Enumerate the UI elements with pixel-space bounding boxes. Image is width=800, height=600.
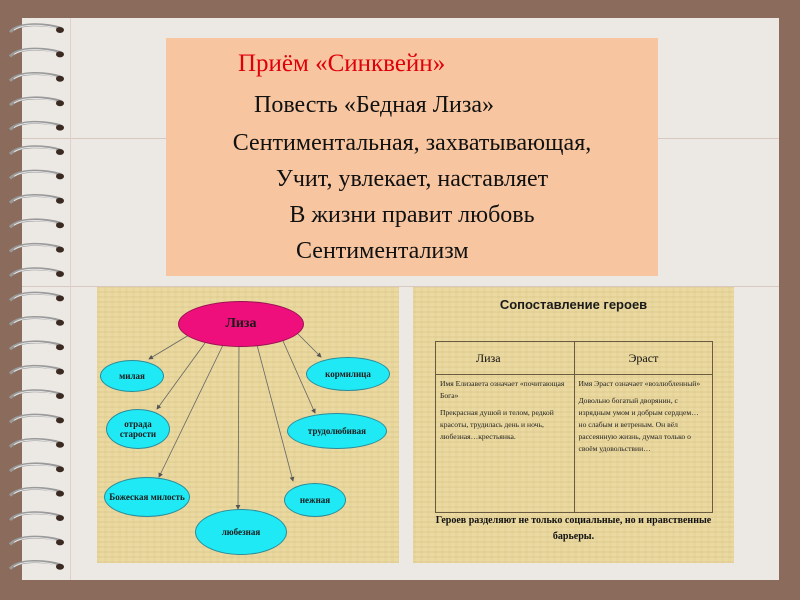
binding-hole (56, 393, 64, 399)
binding-hole (56, 515, 64, 521)
binding-hole (56, 491, 64, 497)
binding-hole (56, 27, 64, 33)
comparison-table (435, 341, 713, 513)
binding-hole (56, 173, 64, 179)
binding-hole (56, 76, 64, 82)
diagram-node-otrada: отрада старости (106, 409, 170, 449)
binding-hole (56, 149, 64, 155)
binding-hole (56, 369, 64, 375)
center-node-liza: Лиза (178, 301, 304, 347)
cinquain-line-3: Учит, увлекает, наставляет (275, 166, 549, 192)
binding-hole (56, 51, 64, 57)
cinquain-line-4: В жизни правит любовь (289, 202, 535, 228)
cinquain-line-2: Сентиментальная, захватывающая, (232, 130, 592, 156)
erast-description (574, 375, 713, 513)
character-diagram (97, 287, 399, 563)
binding-hole (56, 466, 64, 472)
cinquain-box (166, 38, 658, 276)
liza-name-meaning: Имя Елизавета означает «почитающая Бога» (440, 379, 565, 400)
spiral-binding-icon (6, 18, 66, 588)
cinquain-line-1: Повесть «Бедная Лиза» (254, 92, 494, 118)
liza-description (436, 375, 575, 513)
binding-hole (56, 271, 64, 277)
table-header-row (436, 342, 713, 375)
binding-hole (56, 198, 64, 204)
comparison-footer: Героев разделяют не только социальные, но и нравственные барьеры. (435, 515, 712, 542)
binding-hole (56, 417, 64, 423)
header-liza: Лиза (436, 342, 575, 375)
diagram-node-bozheskaya: Божеская милость (104, 477, 190, 517)
binding-hole (56, 100, 64, 106)
notebook-margin-line (70, 18, 71, 580)
binding-hole (56, 125, 64, 131)
cinquain-heading: Приём «Синквейн» (238, 50, 446, 77)
cinquain-line-5: Сентиментализм (296, 238, 469, 264)
table-row (436, 375, 713, 513)
header-erast: Эраст (574, 342, 713, 375)
diagram-node-nezhnaya: нежная (284, 483, 346, 517)
erast-name-meaning: Имя Эраст означает «возлюбленный» (578, 379, 701, 388)
diagram-node-trudolyubivaya: трудолюбивая (287, 413, 387, 449)
liza-traits: Прекрасная душой и телом, редкой красоты, трудилась день и ночь, любезная…крестьянка. (440, 408, 554, 441)
binding-hole (56, 539, 64, 545)
binding-hole (56, 320, 64, 326)
binding-hole (56, 295, 64, 301)
binding-hole (56, 564, 64, 570)
comparison-panel (413, 287, 734, 563)
binding-hole (56, 222, 64, 228)
diagram-node-kormilitsa: кормилица (306, 357, 390, 391)
binding-hole (56, 344, 64, 350)
comparison-title: Сопоставление героев (499, 297, 648, 312)
binding-hole (56, 247, 64, 253)
binding-hole (56, 442, 64, 448)
diagram-node-milaya: милая (100, 360, 164, 392)
diagram-node-lyubeznaya: любезная (195, 509, 287, 555)
erast-traits: Довольно богатый дворянин, с изрядным умом и добрым сердцем… но слабым и ветреным. Он вёл рассеянную жизнь, думал только о своём удовольствии… (578, 396, 699, 453)
